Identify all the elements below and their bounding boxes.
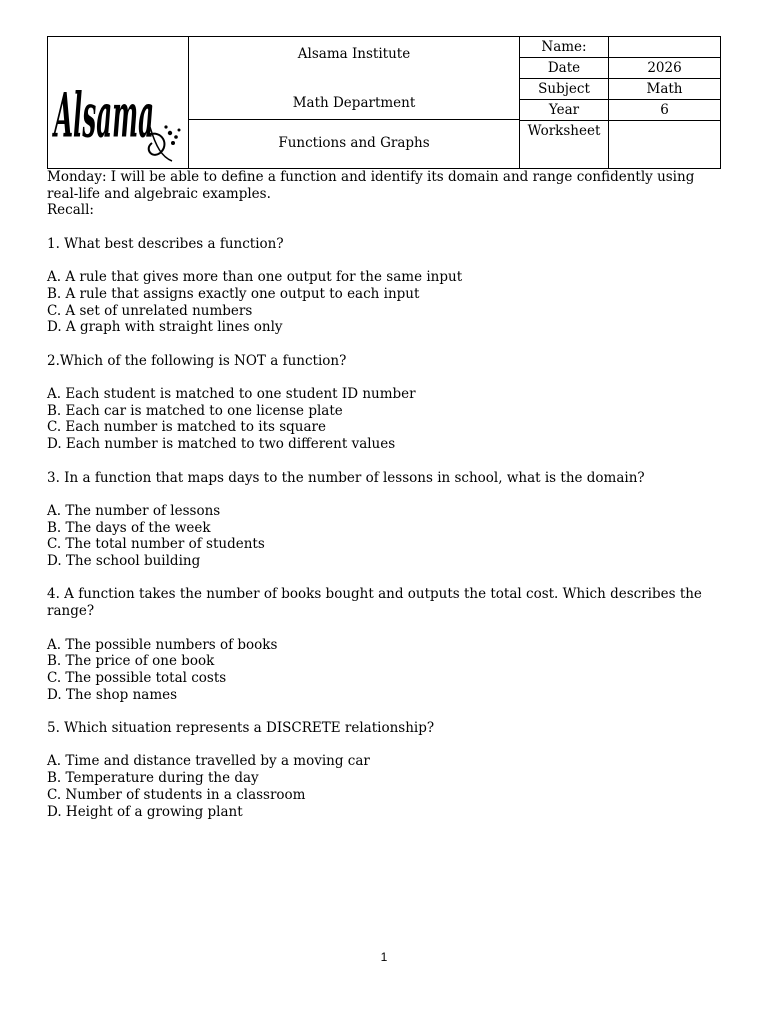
answer-option: C. Each number is matched to its square (47, 419, 326, 436)
answer-option: D. Height of a growing plant (47, 803, 243, 820)
answer-option: A. A rule that gives more than one output for the same input (47, 269, 463, 286)
question-block (47, 236, 717, 336)
question-text: 4. A function takes the number of books bought and outputs the total cost. Which describes the range? (47, 586, 702, 620)
page-number: 1 (380, 950, 388, 964)
answer-option: D. The school building (47, 553, 201, 570)
subject-label: Subject (520, 79, 609, 100)
question-block (47, 470, 717, 570)
answer-option: A. The possible numbers of books (47, 636, 278, 653)
answer-option: B. Each car is matched to one license plate (47, 402, 343, 419)
alsama-logo (52, 57, 186, 167)
answer-option: C. The possible total costs (47, 669, 227, 686)
answer-option: C. The total number of students (47, 536, 265, 553)
logo-text: Alsama (51, 80, 154, 152)
worksheet-header-table (47, 36, 721, 169)
date-label: Date (520, 58, 609, 79)
year-value: 6 (609, 100, 721, 121)
name-value (609, 37, 721, 58)
answer-option: D. A graph with straight lines only (47, 319, 283, 336)
worksheet-content (47, 169, 717, 820)
question-block (47, 720, 717, 820)
question-text: 1. What best describes a function? (47, 235, 284, 252)
question-block (47, 353, 717, 453)
recall-label: Recall: (47, 202, 94, 219)
answer-option: B. The price of one book (47, 653, 215, 670)
name-label: Name: (520, 37, 609, 58)
question-text: 3. In a function that maps days to the number of lessons in school, what is the domain? (47, 469, 645, 486)
worksheet-value (609, 121, 721, 169)
worksheet-label: Worksheet (520, 121, 609, 169)
answer-option: D. The shop names (47, 686, 178, 703)
question-block (47, 586, 717, 703)
year-label: Year (520, 100, 609, 121)
date-value: 2026 (609, 58, 721, 79)
question-text: 5. Which situation represents a DISCRETE relationship? (47, 720, 435, 737)
worksheet-topic: Functions and Graphs (278, 135, 430, 151)
answer-option: B. A rule that assigns exactly one output to each input (47, 285, 420, 302)
answer-option: A. Time and distance travelled by a moving car (47, 753, 370, 770)
answer-option: A. The number of lessons (47, 502, 221, 519)
institute-name: Alsama Institute (297, 46, 411, 62)
answer-option: C. Number of students in a classroom (47, 786, 306, 803)
logo-cell (48, 37, 189, 169)
subject-value: Math (609, 79, 721, 100)
answer-option: B. The days of the week (47, 519, 211, 536)
question-text: 2.Which of the following is NOT a function? (47, 352, 347, 369)
answer-option: D. Each number is matched to two different values (47, 436, 396, 453)
answer-option: B. Temperature during the day (47, 770, 259, 787)
answer-option: C. A set of unrelated numbers (47, 302, 253, 319)
learning-objective: Monday: I will be able to define a function and identify its domain and range confidently using real-life and algebraic examples. (47, 169, 695, 202)
department-name: Math Department (292, 95, 416, 111)
answer-option: A. Each student is matched to one student ID number (47, 386, 416, 403)
title-cell (189, 37, 520, 169)
